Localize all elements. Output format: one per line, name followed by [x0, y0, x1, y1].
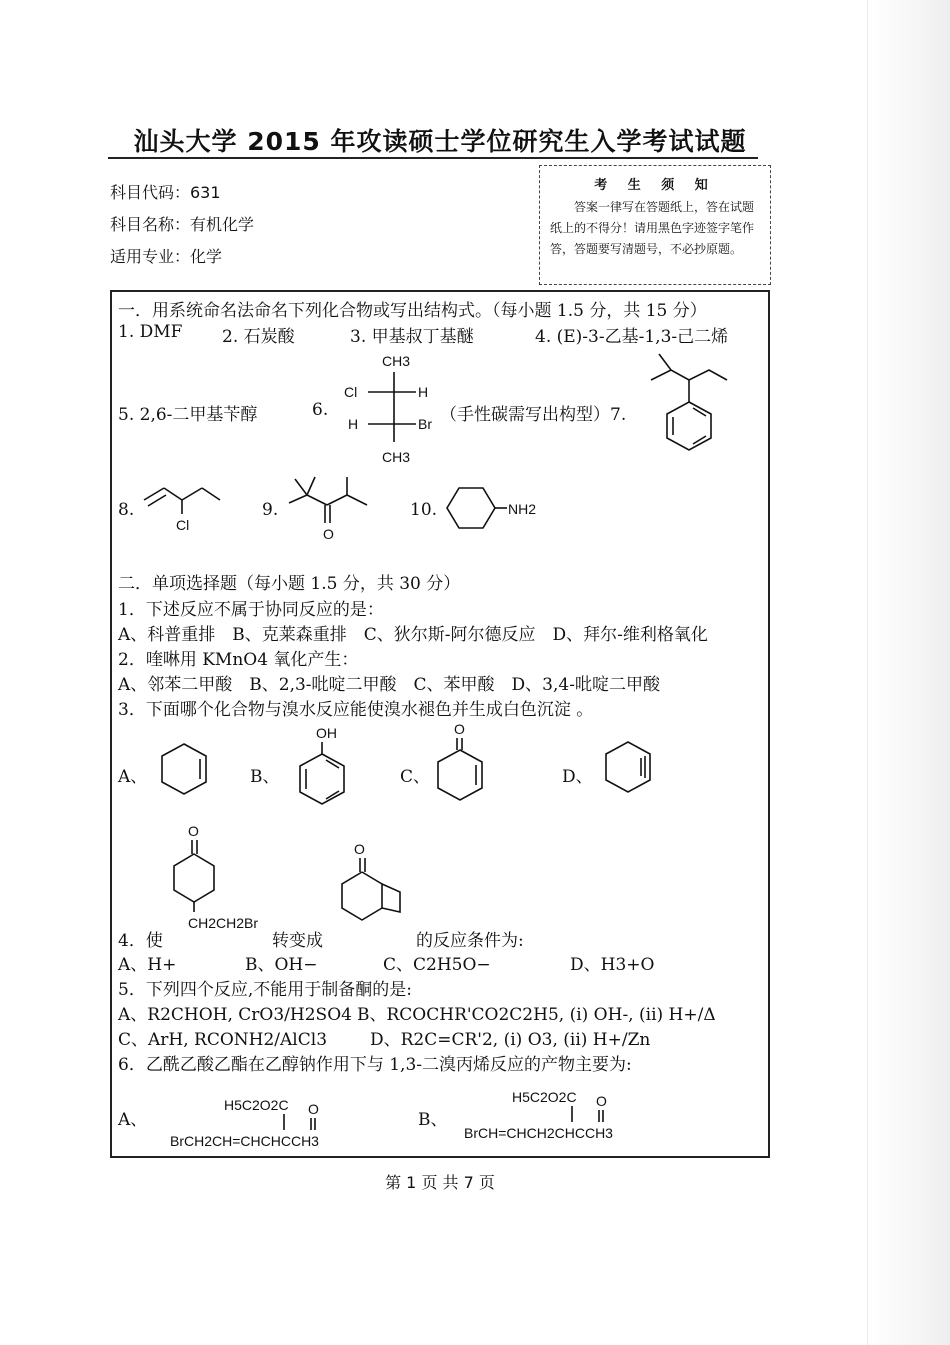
s2-q4-prefix: 4．使: [118, 931, 163, 951]
fischer-right1: H: [418, 384, 429, 400]
section1-heading: 一．用系统命名法命名下列化合物或写出结构式。（每小题 1.5 分，共 15 分）: [118, 301, 707, 321]
s1-q6: 6.: [312, 400, 329, 420]
s2-q5-option-a: A、R2CHOH, CrO3/H2SO4: [118, 1005, 352, 1025]
q3-option-d-cyclohexyne: [602, 740, 662, 800]
fischer-projection: [330, 350, 440, 470]
q4-product-ring: [342, 872, 382, 920]
s2-q6-label-a: A、: [118, 1110, 148, 1130]
q8-bond-2: [164, 488, 182, 500]
q6b-main-chain: BrCH=CHCH2CHCCH3: [464, 1125, 613, 1141]
s2-q2: 2．喹啉用 KMnO4 氧化产生：: [118, 650, 359, 670]
q6a-ester-label: H5C2O2C: [224, 1097, 289, 1113]
s2-q1-options: A、科普重排 B、克莱森重排 C、狄尔斯-阿尔德反应 D、拜尔-维利格氧化: [118, 625, 708, 645]
q10-nh2-label: NH2: [508, 501, 537, 517]
s2-q1: 1．下述反应不属于协同反应的是：: [118, 600, 384, 620]
q6-option-a-structure: [168, 1088, 368, 1158]
page-footer: 第 1 页 共 7 页: [385, 1173, 495, 1192]
s2-q3-label-a: A、: [118, 767, 148, 787]
q4-sidechain-label: CH2CH2Br: [188, 915, 259, 931]
page-title: 汕头大学 2015 年攻读硕士学位研究生入学考试试题: [133, 127, 747, 156]
q7-double-2: [693, 436, 706, 444]
q4-reactant-ring: [174, 854, 214, 902]
q7-methyl: [659, 354, 671, 370]
q3-option-a-cyclohexene: [158, 742, 218, 802]
q9-bond-2: [307, 495, 327, 505]
s1-q2: 2. 石炭酸: [222, 327, 295, 347]
q8-structure: [140, 478, 230, 538]
title-rule: [108, 157, 758, 159]
q4-reactant-o-label: O: [188, 823, 199, 839]
q3-option-c-cyclohexenone: [432, 718, 492, 808]
q3c-o-label: O: [454, 721, 465, 737]
s1-q1: 1. DMF: [118, 322, 183, 342]
s2-q4-option-b: B、OH−: [245, 955, 318, 975]
q9-bond-4: [347, 495, 367, 505]
q7-structure: [645, 350, 755, 470]
q4-product-bicyclic-ketone: [338, 836, 408, 926]
s2-q3-label-d: D、: [562, 767, 593, 787]
s2-q6: 6．乙酰乙酸乙酯在乙醇钠作用下与 1,3-二溴丙烯反应的产物主要为:: [118, 1055, 632, 1075]
q9-o-label: O: [323, 526, 334, 542]
s2-q2-options: A、邻苯二甲酸 B、2,3-吡啶二甲酸 C、苯甲酸 D、3,4-吡啶二甲酸: [118, 675, 660, 695]
q3b-double-3: [326, 760, 339, 768]
s2-q3-label-c: C、: [400, 767, 431, 787]
q8-cl-label: Cl: [176, 517, 190, 533]
q8-bond-4: [202, 488, 220, 500]
applicable-major: 适用专业：化学: [110, 247, 223, 266]
q9-bond-3: [327, 495, 347, 505]
fischer-bottom: CH3: [382, 449, 411, 465]
fischer-top: CH3: [382, 353, 411, 369]
s2-q6-label-b: B、: [418, 1110, 448, 1130]
s1-q10: 10.: [410, 500, 438, 520]
q10-cyclohexane: [447, 488, 495, 528]
q9-structure: [285, 475, 375, 545]
subject-name: 科目名称：有机化学: [110, 215, 255, 234]
s1-q6-note: （手性碳需写出构型）7.: [440, 405, 627, 425]
s1-q3: 3. 甲基叔丁基醚: [350, 327, 474, 347]
s1-q5: 5. 2,6-二甲基苄醇: [118, 405, 258, 425]
fischer-left1: Cl: [344, 384, 358, 400]
q8-bond-3: [182, 488, 202, 500]
q7-chain: [651, 370, 727, 380]
q10-structure: [443, 484, 553, 534]
q7-double-3: [693, 408, 706, 416]
q6b-o-label: O: [596, 1093, 607, 1109]
s2-q4-option-a: A、H+: [118, 955, 177, 975]
q9-methyl-2: [307, 477, 315, 495]
notice-heading: 考 生 须 知: [594, 178, 716, 193]
q3b-oh-label: OH: [316, 725, 337, 741]
s2-q4-option-d: D、H3+O: [570, 955, 655, 975]
q6-option-b-structure: [462, 1080, 662, 1150]
s2-q4-mid: 转变成: [272, 931, 323, 951]
page-edge: [867, 0, 950, 1345]
fischer-right2: Br: [418, 416, 432, 432]
q9-bond-1: [289, 495, 307, 503]
s2-q5: 5．下列四个反应,不能用于制备酮的是:: [118, 980, 412, 1000]
q3d-ring: [606, 742, 650, 792]
fischer-left2: H: [348, 416, 359, 432]
subject-code: 科目代码：631: [110, 183, 221, 202]
q4-product-bridge: [382, 884, 400, 912]
s1-q9: 9.: [262, 500, 279, 520]
s2-q5-option-c: C、ArH, RCONH2/AlCl3: [118, 1030, 328, 1050]
q4-reactant: [168, 820, 278, 935]
s2-q5-option-d: D、R2C=CR'2, (i) O3, (ii) H+/Zn: [370, 1030, 651, 1050]
candidate-notice: [539, 165, 771, 285]
s2-q4-option-c: C、C2H5O−: [383, 955, 491, 975]
q9-methyl-1: [295, 479, 307, 495]
q6a-main-chain: BrCH2CH=CHCHCCH3: [170, 1133, 319, 1149]
q6a-o-label: O: [308, 1101, 319, 1117]
s2-q3-label-b: B、: [250, 767, 280, 787]
s2-q3: 3．下面哪个化合物与溴水反应能使溴水褪色并生成白色沉淀 。: [118, 700, 594, 720]
s2-q5-option-b: B、RCOCHR'CO2C2H5, (i) OH-, (ii) H+/Δ: [357, 1005, 716, 1025]
section2-heading: 二．单项选择题（每小题 1.5 分，共 30 分）: [118, 574, 461, 594]
q3-option-b-phenol: [294, 722, 354, 812]
s1-q4: 4. (E)-3-乙基-1,3-己二烯: [535, 327, 729, 347]
q4-product-o-label: O: [354, 841, 365, 857]
q6b-ester-label: H5C2O2C: [512, 1089, 577, 1105]
s1-q8: 8.: [118, 500, 135, 520]
s2-q4-post: 的反应条件为:: [416, 931, 524, 951]
notice-body: 答案一律写在答题纸上，答在试题纸上的不得分！请用黑色字迹签字笔作答，答题要写清题号，不必抄原题。: [550, 200, 755, 256]
